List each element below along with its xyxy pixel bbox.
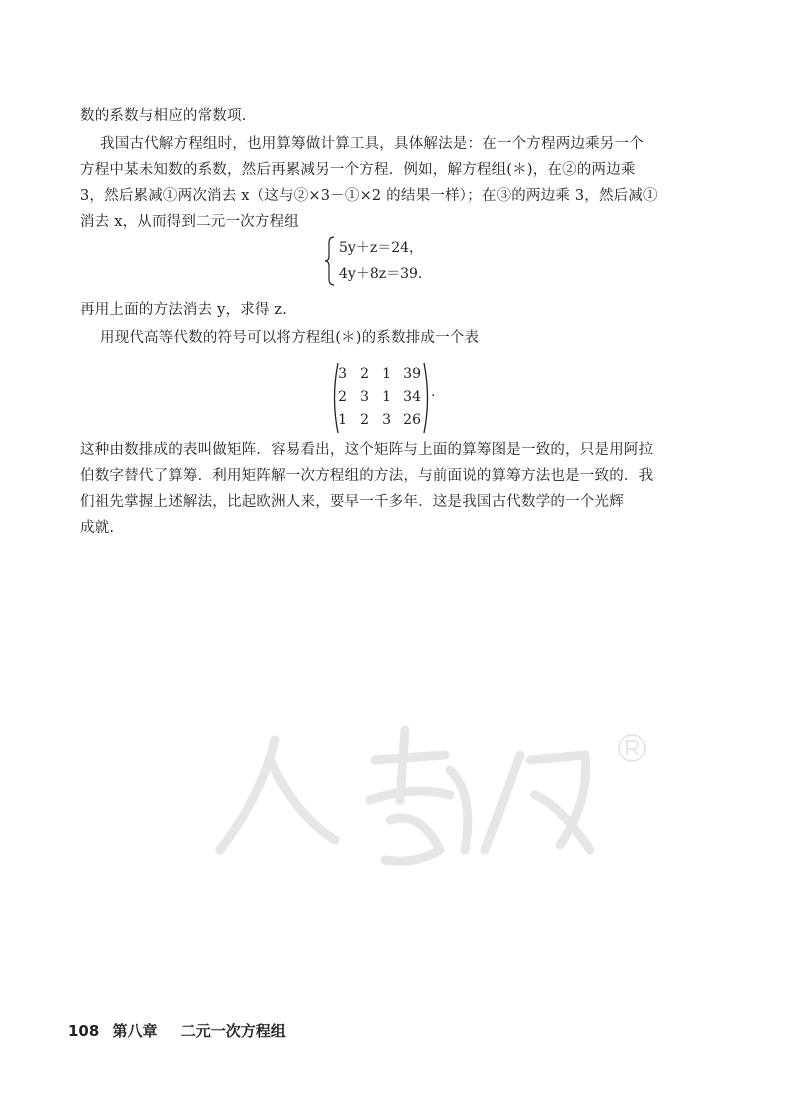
chapter-title: 二元一次方程组 — [180, 1022, 286, 1040]
equation-1: 5y＋z＝24， — [339, 240, 424, 256]
matrix-cell: 3 — [360, 389, 369, 405]
paragraph-line: 3，然后累减①两次消去 x（这与②×3－①×2 的结果一样）；在③的两边乘 3，然后减① — [80, 188, 658, 204]
paragraph-line: 数的系数与相应的常数项. — [80, 108, 247, 124]
chapter-label: 第八章 — [112, 1022, 158, 1040]
matrix-cell: 3 — [338, 366, 347, 382]
matrix-cell: 39 — [403, 366, 421, 382]
left-brace-icon — [325, 236, 335, 286]
equation-system — [325, 236, 485, 290]
paragraph-line: 再用上面的方法消去 y，求得 z. — [80, 302, 288, 318]
coefficient-matrix — [331, 362, 451, 434]
paragraph-line: 消去 x，从而得到二元一次方程组 — [80, 214, 299, 230]
matrix-cell: 1 — [338, 412, 347, 428]
matrix-cell: 1 — [382, 366, 391, 382]
matrix-cell: 26 — [403, 412, 421, 428]
paragraph-line: 方程中某未知数的系数，然后再累减另一个方程．例如，解方程组(＊)，在②的两边乘 — [80, 162, 636, 178]
matrix-cell: 1 — [382, 389, 391, 405]
matrix-cell: 2 — [360, 412, 369, 428]
publisher-watermark-icon — [200, 700, 670, 900]
paragraph-line: 用现代高等代数的符号可以将方程组(＊)的系数排成一个表 — [100, 330, 480, 346]
page-number: 108 — [68, 1022, 100, 1040]
matrix-cell: 2 — [360, 366, 369, 382]
paragraph-line: 成就. — [80, 520, 115, 536]
paragraph-line: 我国古代解方程组时，也用算筹做计算工具，具体解法是：在一个方程两边乘另一个 — [100, 136, 644, 152]
equation-2: 4y＋8z＝39. — [339, 266, 423, 282]
paragraph-line: 伯数字替代了算筹．利用矩阵解一次方程组的方法，与前面说的算筹方法也是一致的．我 — [80, 468, 654, 484]
matrix-cell: 2 — [338, 389, 347, 405]
paragraph-line: 这种由数排成的表叫做矩阵．容易看出，这个矩阵与上面的算筹图是一致的，只是用阿拉 — [80, 442, 654, 458]
matrix-period: . — [431, 384, 436, 400]
matrix-cell: 3 — [382, 412, 391, 428]
matrix-cell: 34 — [403, 389, 421, 405]
paragraph-line: 们祖先掌握上述解法，比起欧洲人来，要早一千多年．这是我国古代数学的一个光辉 — [80, 494, 624, 510]
page-footer — [68, 1020, 286, 1041]
